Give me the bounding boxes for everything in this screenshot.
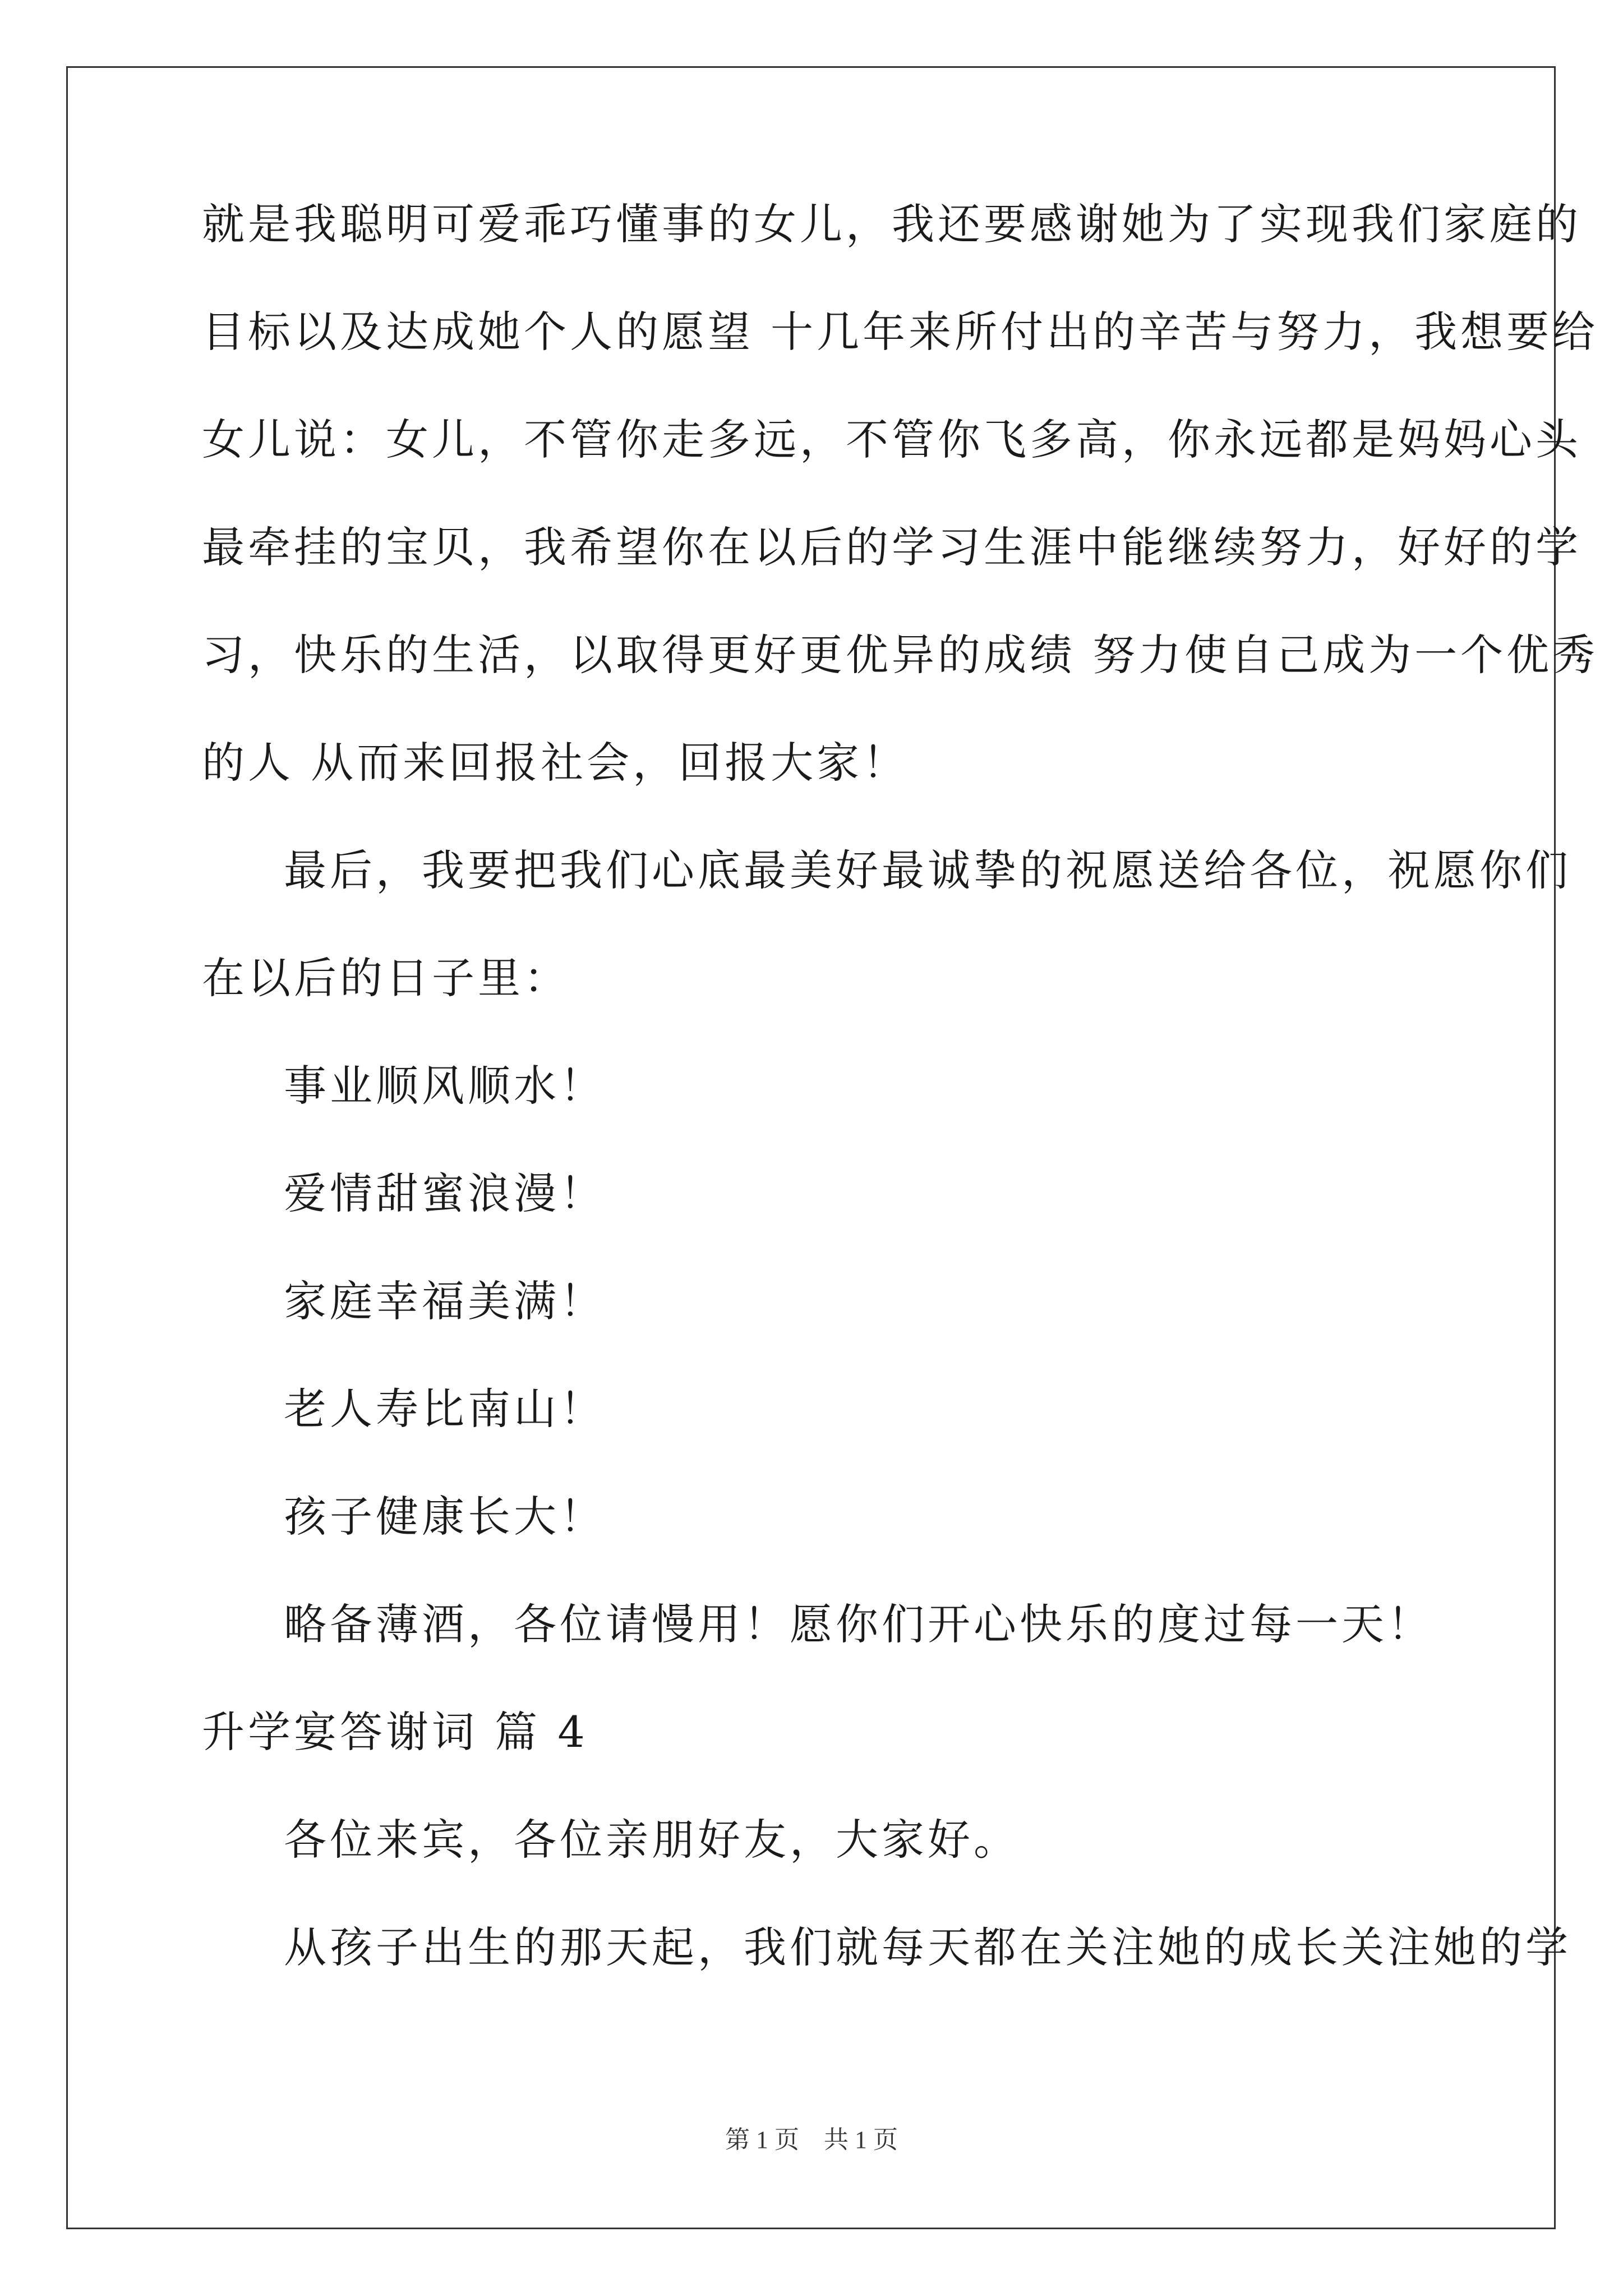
text-line-8: 在以后的日子里： [202, 953, 570, 1003]
wish-elders: 老人寿比南山！ [284, 1384, 606, 1434]
greeting-line: 各位来宾，各位亲朋好友，大家好。 [284, 1815, 1020, 1865]
closing-line: 略备薄酒，各位请慢用！愿你们开心快乐的度过每一天！ [284, 1599, 1433, 1649]
text-line-3: 女儿说：女儿，不管你走多远，不管你飞多高，你永远都是妈妈心头 [202, 415, 1581, 464]
text-line-5: 习，快乐的生活，以取得更好更优异的成绩 努力使自己成为一个优秀 [202, 630, 1599, 680]
text-line-6: 的人 从而来回报社会，回报大家！ [202, 738, 909, 788]
text-line-2: 目标以及达成她个人的愿望 十几年来所付出的辛苦与努力，我想要给 [202, 307, 1599, 357]
page-number: 第 1 页 共 1 页 [725, 2126, 898, 2154]
wish-children: 孩子健康长大！ [284, 1492, 606, 1542]
section-heading: 升学宴答谢词 篇 4 [202, 1707, 588, 1757]
text-line-1: 就是我聪明可爱乖巧懂事的女儿，我还要感谢她为了实现我们家庭的 [202, 199, 1581, 249]
wish-family: 家庭幸福美满！ [284, 1276, 606, 1326]
text-line-7: 最后，我要把我们心底最美好最诚挚的祝愿送给各位，祝愿你们 [284, 845, 1571, 895]
text-line-17: 从孩子出生的那天起，我们就每天都在关注她的成长关注她的学 [284, 1922, 1571, 1972]
wish-career: 事业顺风顺水！ [284, 1061, 606, 1111]
text-line-4: 最牵挂的宝贝，我希望你在以后的学习生涯中能继续努力，好好的学 [202, 522, 1581, 572]
wish-love: 爱情甜蜜浪漫！ [284, 1168, 606, 1218]
document-body [202, 199, 1599, 2033]
